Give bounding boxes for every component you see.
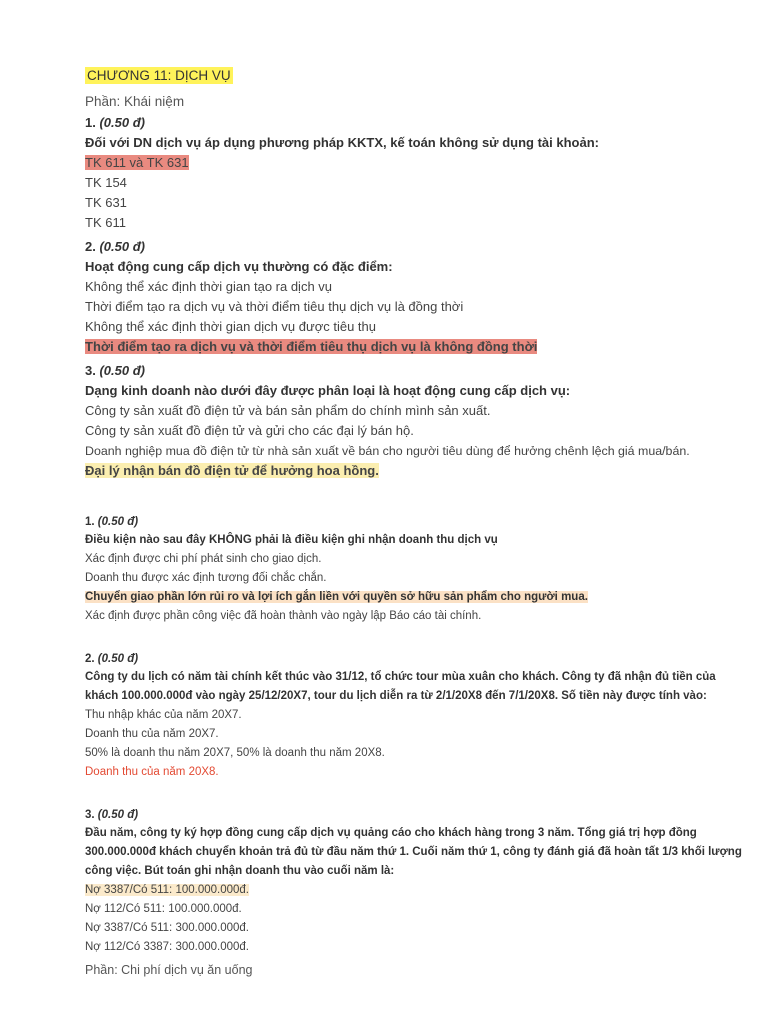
answer-option <box>85 153 745 173</box>
correct-answer: Chuyển giao phần lớn rủi ro và lợi ích gắn liền với quyền sở hữu sản phẩm cho người mua. <box>85 591 588 603</box>
question-number: 1. (0.50 đ) <box>85 115 145 130</box>
answer-option: Thời điểm tạo ra dịch vụ và thời điểm tiêu thụ dịch vụ là đồng thời <box>85 299 464 314</box>
answer-option: Không thể xác định thời gian tạo ra dịch vụ <box>85 279 333 294</box>
correct-answer: Doanh thu của năm 20X8. <box>85 766 219 778</box>
answer-option <box>85 588 745 607</box>
answer-option: Không thể xác định thời gian dịch vụ được tiêu thụ <box>85 319 376 334</box>
answer-option: Doanh thu được xác định tương đối chắc chắn. <box>85 572 327 584</box>
correct-answer: Thời điểm tạo ra dịch vụ và thời điểm tiêu thụ dịch vụ là không đồng thời <box>85 339 538 354</box>
chapter-title: CHƯƠNG 11: DỊCH VỤ <box>87 68 231 83</box>
answer-option: Công ty sản xuất đồ điện tử và gửi cho các đại lý bán hộ. <box>85 423 414 438</box>
question-text: Đối với DN dịch vụ áp dụng phương pháp KKTX, kế toán không sử dụng tài khoản: <box>85 135 599 150</box>
answer-option: Xác định được chi phí phát sinh cho giao dịch. <box>85 553 322 565</box>
answer-option: 50% là doanh thu năm 20X7, 50% là doanh thu năm 20X8. <box>85 747 385 759</box>
correct-answer: Nợ 3387/Có 511: 100.000.000đ. <box>85 884 249 896</box>
answer-option: Doanh thu của năm 20X7. <box>85 728 219 740</box>
correct-answer: Đại lý nhận bán đồ điện tử để hưởng hoa hồng. <box>85 463 379 478</box>
answer-option: Nợ 3387/Có 511: 300.000.000đ. <box>85 922 249 934</box>
document-page <box>85 64 745 977</box>
answer-option: Xác định được phần công việc đã hoàn thành vào ngày lập Báo cáo tài chính. <box>85 610 482 622</box>
part-heading: Phần: Chi phí dịch vụ ăn uống <box>85 963 253 977</box>
answer-option: Doanh nghiệp mua đồ điện tử từ nhà sản xuất về bán cho người tiêu dùng để hưởng chênh lệch giá mua/bán. <box>85 444 690 458</box>
answer-option: Nợ 112/Có 3387: 300.000.000đ. <box>85 941 249 953</box>
answer-option <box>85 461 745 481</box>
answer-option: Nợ 112/Có 511: 100.000.000đ. <box>85 903 242 915</box>
part-heading: Phần: Khái niệm <box>85 94 185 109</box>
correct-answer: TK 611 và TK 631 <box>85 155 189 170</box>
question-number: 3. (0.50 đ) <box>85 363 145 378</box>
section-2 <box>85 513 745 977</box>
question-text: Công ty du lịch có năm tài chính kết thúc vào 31/12, tổ chức tour mùa xuân cho khách. Công ty đã nhận đủ tiền của khách 100.000.000đ vào ngày 25/12/20X7, tour du lịch diễn ra từ 2/1/20X8 đến 7/1/20X8. Số tiền này được tính vào: <box>85 671 716 702</box>
question-text: Hoạt động cung cấp dịch vụ thường có đặc điểm: <box>85 259 393 274</box>
answer-option: TK 631 <box>85 195 127 210</box>
question-number: 2. (0.50 đ) <box>85 653 139 665</box>
answer-option <box>85 337 745 357</box>
answer-option <box>85 881 745 900</box>
question-number: 3. (0.50 đ) <box>85 809 139 821</box>
section-1 <box>85 113 745 481</box>
question-number: 1. (0.50 đ) <box>85 516 139 528</box>
answer-option: Thu nhập khác của năm 20X7. <box>85 709 242 721</box>
answer-option: TK 611 <box>85 215 126 230</box>
answer-option: Công ty sản xuất đồ điện tử và bán sản phẩm do chính mình sản xuất. <box>85 403 491 418</box>
question-text: Đầu năm, công ty ký hợp đồng cung cấp dịch vụ quảng cáo cho khách hàng trong 3 năm. Tổng giá trị hợp đồng 300.000.000đ khách chuyển khoản trả đủ từ đầu năm thứ 1. Cuối năm thứ 1, công ty đánh giá đã hoàn tất 1/3 khối lượng công việc. Bút toán ghi nhận doanh thu vào cuối năm là: <box>85 827 742 877</box>
question-number: 2. (0.50 đ) <box>85 239 145 254</box>
answer-option: TK 154 <box>85 175 127 190</box>
question-text: Dạng kinh doanh nào dưới đây được phân loại là hoạt động cung cấp dịch vụ: <box>85 383 571 398</box>
question-text: Điều kiện nào sau đây KHÔNG phải là điều kiện ghi nhận doanh thu dịch vụ <box>85 534 498 546</box>
